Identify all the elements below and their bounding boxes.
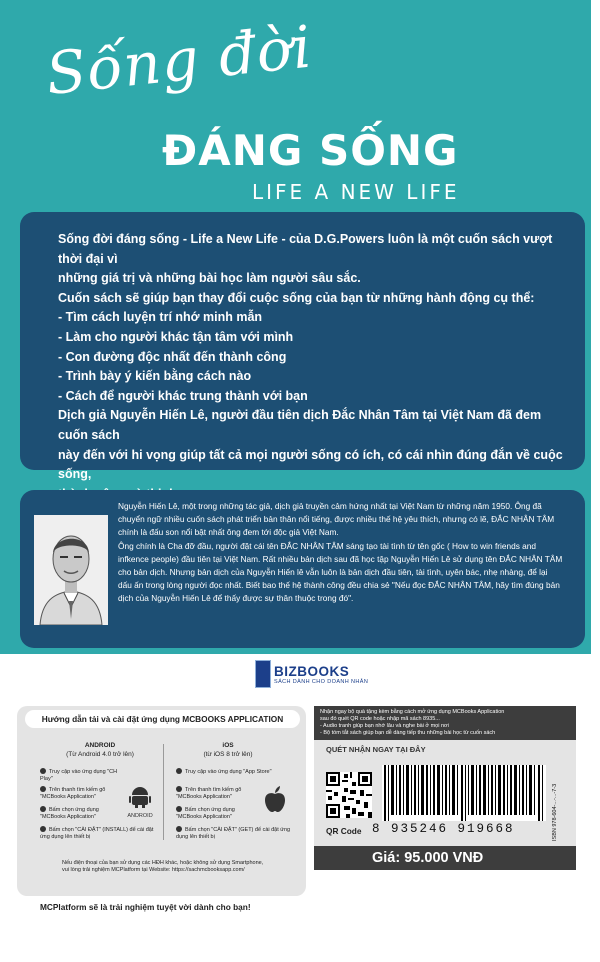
bullet-icon <box>40 768 46 774</box>
author-bio-line: dấu ấn trong lòng người đọc nhất. Biết bao thế hệ thành công đều chia sẻ "Nếu đọc ĐẮC NHÂN TÂM, hãy tìm đúng bản <box>118 580 560 591</box>
price-label: Giá: 95.000 VNĐ <box>314 846 576 870</box>
android-step <box>40 786 120 801</box>
author-bio-line: Ông chính là Cha đỡ đầu, người đặt cái tên ĐẮC NHÂN TÂM sáng tạo tài tình từ tên gốc ( How to win friends and <box>118 540 536 551</box>
app-guide-note-line: Nếu điện thoại của bạn sử dụng các HĐH khác, hoặc không sử dụng Smartphone, <box>62 860 264 866</box>
description-line: những giá trị và những bài học làm người sâu sắc. <box>58 271 361 286</box>
bullet-icon <box>40 786 46 792</box>
description-line: này đến với hi vọng giúp tất cả mọi người sống có ích, có cái nhìn đúng đắn về cuộc sống, <box>58 447 563 482</box>
ios-step-text: Trên thanh tìm kiếm gõ "MCBooks Application" <box>176 787 242 800</box>
author-bio-line: Nguyễn Hiến Lê, một trong những tác giả, dịch giả truyền cảm hứng nhất tại Việt Nam từ những năm 1950. Ông đã <box>118 501 542 511</box>
author-photo <box>34 515 108 625</box>
android-icon <box>129 784 151 808</box>
ios-title-text: iOS <box>222 742 234 749</box>
android-step-text: Truy cập vào ứng dụng "CH Play" <box>40 769 118 782</box>
description-line: - Con đường độc nhất đến thành công <box>58 349 287 364</box>
os-divider <box>163 744 164 840</box>
ios-step <box>176 786 254 801</box>
android-logo-text: ANDROID <box>127 813 153 819</box>
author-bio-line: chuyển ngữ nhiều cuốn sách phát triển bản thân nổi tiếng, được nhiều thế hệ yêu thích, nhưng có lẽ, ĐẮC NHÂN TÂM <box>118 514 555 525</box>
app-guide-note-line: vui lòng trải nghiệm MCPlatform tại Website: https://sachmcbooksapp.com/ <box>62 867 245 873</box>
ios-step-text: Bấm chọn "CÀI ĐẶT" (GET) để cài đặt ứng dụng lên thiết bị <box>176 827 291 840</box>
ios-step <box>176 768 276 776</box>
description-line: Cuốn sách sẽ giúp bạn thay đổi cuộc sống của bạn từ những hành động cụ thể: <box>58 290 535 305</box>
app-guide-header: Hướng dẫn tải và cài đặt ứng dụng MCBOOKS APPLICATION <box>25 710 300 728</box>
android-step <box>40 826 155 841</box>
author-bio <box>118 500 573 606</box>
gift-info <box>314 706 576 740</box>
bullet-icon <box>40 826 46 832</box>
android-step <box>40 768 130 783</box>
app-guide-note <box>62 860 282 874</box>
scan-label: QUÉT NHẬN NGAY TẠI ĐÂY <box>326 745 426 754</box>
android-requirement: (Từ Android 4.0 trở lên) <box>66 750 134 758</box>
description-line: - Cách để người khác trung thành với bạn <box>58 388 308 403</box>
qr-code[interactable] <box>326 772 372 818</box>
description-line: Dịch giả Nguyễn Hiến Lê, người đầu tiên dịch Đắc Nhân Tâm tại Việt Nam đã đem cuốn sách <box>58 408 542 442</box>
isbn-text: ISBN 978-604-...-...-7-3 <box>552 783 558 841</box>
page-edge <box>591 0 600 962</box>
title-script: Sống đời <box>42 12 316 108</box>
bizbooks-logo-icon <box>255 660 271 688</box>
description-line: - Tìm cách luyện trí nhớ minh mẫn <box>58 310 263 325</box>
barcode-icon <box>382 765 546 821</box>
gift-info-line: - Audio tranh giúp bạn nhớ lâu và nghe bài ở mọi nơi <box>320 723 449 729</box>
ios-step <box>176 826 291 841</box>
title-main: ĐÁNG SỐNG <box>162 126 459 175</box>
bullet-icon <box>176 786 182 792</box>
bullet-icon <box>40 806 46 812</box>
android-step-text: Trên thanh tìm kiếm gõ "MCBooks Application" <box>40 787 106 800</box>
author-portrait-icon <box>34 515 108 625</box>
ios-title <box>188 742 268 759</box>
android-title <box>60 742 140 759</box>
author-bio-line: infkence people) đầu tiên tại Việt Nam. Rất nhiều bản dịch sau đã học tập Nguyễn Hiến Lê sử dụng tên ĐẮC NHÂN TÂM <box>118 553 563 564</box>
android-logo <box>126 784 154 819</box>
author-bio-line: cho bản dịch. Nhưng bản dịch của Nguyễn Hiến lê vẫn luôn là bản dịch đầu tiên, tài tình, uyên bác, nhẹ nhàng, để lại <box>118 567 548 578</box>
gift-info-line: Nhận ngay bộ quà tặng kèm bằng cách mở ứng dụng MCBooks Application <box>320 709 505 715</box>
bullet-icon <box>176 768 182 774</box>
ios-step-text: Bấm chọn ứng dụng "MCBooks Application" <box>176 807 235 820</box>
description-line: - Trình bày ý kiến bằng cách nào <box>58 369 252 384</box>
android-title-text: ANDROID <box>84 742 116 749</box>
android-step-text: Bấm chọn "CÀI ĐẶT" (INSTALL) để cài đặt ứng dụng lên thiết bị <box>40 827 154 840</box>
publisher-tagline: SÁCH DÀNH CHO DOANH NHÂN <box>274 678 369 685</box>
publisher-name: BIZBOOKS <box>274 663 350 679</box>
ios-step <box>176 806 254 821</box>
publisher-logo <box>255 660 368 688</box>
android-step <box>40 806 120 821</box>
title-subtitle: LIFE A NEW LIFE <box>252 180 460 204</box>
description-line: Sống đời đáng sống - Life a New Life - của D.G.Powers luôn là một cuốn sách vượt thời đại vì <box>58 232 553 266</box>
description-line: - Làm cho người khác tận tâm với mình <box>58 329 294 344</box>
barcode-number: 8 935246 919668 <box>372 822 515 836</box>
ios-requirement: (từ iOS 8 trở lên) <box>203 750 253 758</box>
apple-icon <box>264 786 286 812</box>
apple-logo <box>264 786 286 817</box>
gift-info-line: sau đó quét QR code hoặc nhập mã sách 8935... <box>320 716 440 722</box>
gift-info-line: - Bộ tóm tắt sách giúp bạn dễ dàng tiếp thu những bài học từ cuốn sách <box>320 730 496 736</box>
app-guide-footer: MCPlatform sẽ là trải nghiệm tuyệt vời dành cho bạn! <box>40 902 251 912</box>
description-panel <box>20 212 585 482</box>
ios-step-text: Truy cập vào ứng dụng "App Store" <box>185 769 272 775</box>
author-bio-line: chính là đấu son nổi bật nhất ông đem tới độc giả Việt Nam. <box>118 527 339 538</box>
qr-code-icon <box>326 772 372 818</box>
bullet-icon <box>176 806 182 812</box>
author-bio-line: dịch của Nguyễn Hiến Lê để thấy được sự thân thuộc trong đó". <box>118 593 354 604</box>
android-step-text: Bấm chọn ứng dụng "MCBooks Application" <box>40 807 99 820</box>
bullet-icon <box>176 826 182 832</box>
qr-caption: QR Code <box>326 826 362 836</box>
